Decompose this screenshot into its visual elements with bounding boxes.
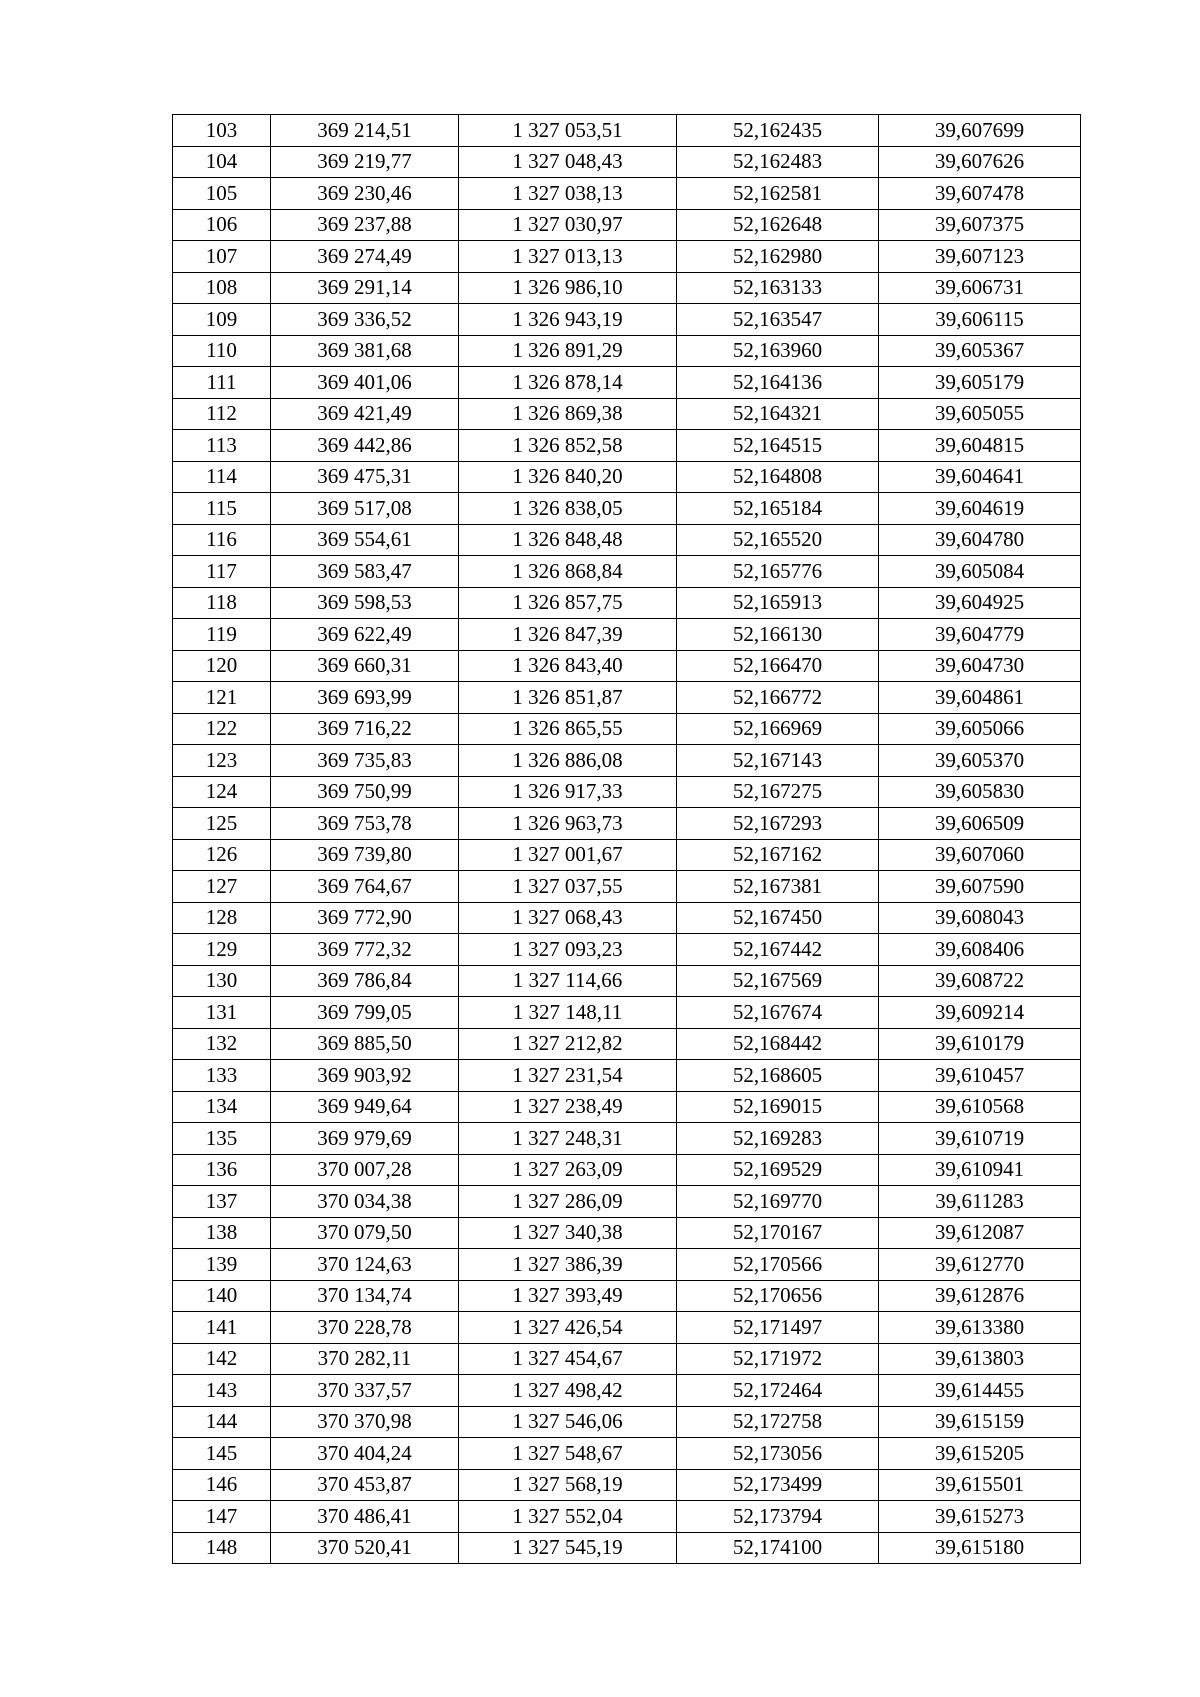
longitude-cell: 39,605370 [879,745,1081,777]
coordinates-table [172,114,1081,1564]
latitude-cell: 52,172758 [677,1406,879,1438]
longitude-cell: 39,608722 [879,965,1081,997]
longitude-cell: 39,605066 [879,713,1081,745]
y-coordinate-cell: 1 327 038,13 [459,178,677,210]
x-coordinate-cell: 370 228,78 [271,1312,459,1344]
x-coordinate-cell: 369 753,78 [271,808,459,840]
x-coordinate-cell: 369 693,99 [271,682,459,714]
table-row [173,146,1081,178]
table-row [173,745,1081,777]
point-number-cell: 132 [173,1028,271,1060]
latitude-cell: 52,165520 [677,524,879,556]
y-coordinate-cell: 1 327 545,19 [459,1532,677,1564]
point-number-cell: 127 [173,871,271,903]
x-coordinate-cell: 369 750,99 [271,776,459,808]
table-row [173,115,1081,147]
table-row [173,398,1081,430]
point-number-cell: 118 [173,587,271,619]
longitude-cell: 39,605367 [879,335,1081,367]
point-number-cell: 122 [173,713,271,745]
latitude-cell: 52,163547 [677,304,879,336]
latitude-cell: 52,164136 [677,367,879,399]
y-coordinate-cell: 1 327 248,31 [459,1123,677,1155]
table-row [173,1123,1081,1155]
latitude-cell: 52,165913 [677,587,879,619]
point-number-cell: 136 [173,1154,271,1186]
table-row [173,997,1081,1029]
x-coordinate-cell: 369 421,49 [271,398,459,430]
point-number-cell: 128 [173,902,271,934]
x-coordinate-cell: 370 453,87 [271,1469,459,1501]
x-coordinate-cell: 369 336,52 [271,304,459,336]
latitude-cell: 52,167162 [677,839,879,871]
x-coordinate-cell: 369 799,05 [271,997,459,1029]
longitude-cell: 39,604779 [879,619,1081,651]
x-coordinate-cell: 370 404,24 [271,1438,459,1470]
point-number-cell: 140 [173,1280,271,1312]
point-number-cell: 116 [173,524,271,556]
y-coordinate-cell: 1 327 548,67 [459,1438,677,1470]
table-row [173,1186,1081,1218]
point-number-cell: 108 [173,272,271,304]
table-row [173,1028,1081,1060]
latitude-cell: 52,167442 [677,934,879,966]
x-coordinate-cell: 369 622,49 [271,619,459,651]
point-number-cell: 121 [173,682,271,714]
table-row [173,430,1081,462]
point-number-cell: 144 [173,1406,271,1438]
x-coordinate-cell: 369 885,50 [271,1028,459,1060]
x-coordinate-cell: 370 007,28 [271,1154,459,1186]
latitude-cell: 52,163133 [677,272,879,304]
x-coordinate-cell: 369 716,22 [271,713,459,745]
longitude-cell: 39,611283 [879,1186,1081,1218]
table-row [173,241,1081,273]
point-number-cell: 130 [173,965,271,997]
longitude-cell: 39,605179 [879,367,1081,399]
point-number-cell: 114 [173,461,271,493]
table-row [173,1091,1081,1123]
x-coordinate-cell: 369 219,77 [271,146,459,178]
table-row [173,839,1081,871]
longitude-cell: 39,608406 [879,934,1081,966]
longitude-cell: 39,613380 [879,1312,1081,1344]
y-coordinate-cell: 1 326 986,10 [459,272,677,304]
point-number-cell: 139 [173,1249,271,1281]
latitude-cell: 52,173056 [677,1438,879,1470]
y-coordinate-cell: 1 327 263,09 [459,1154,677,1186]
x-coordinate-cell: 370 282,11 [271,1343,459,1375]
longitude-cell: 39,604861 [879,682,1081,714]
point-number-cell: 120 [173,650,271,682]
y-coordinate-cell: 1 327 498,42 [459,1375,677,1407]
y-coordinate-cell: 1 327 148,11 [459,997,677,1029]
y-coordinate-cell: 1 326 878,14 [459,367,677,399]
latitude-cell: 52,162435 [677,115,879,147]
latitude-cell: 52,162980 [677,241,879,273]
y-coordinate-cell: 1 327 340,38 [459,1217,677,1249]
y-coordinate-cell: 1 327 001,67 [459,839,677,871]
x-coordinate-cell: 369 381,68 [271,335,459,367]
x-coordinate-cell: 369 786,84 [271,965,459,997]
point-number-cell: 126 [173,839,271,871]
table-row [173,335,1081,367]
longitude-cell: 39,607590 [879,871,1081,903]
table-row [173,556,1081,588]
y-coordinate-cell: 1 327 386,39 [459,1249,677,1281]
point-number-cell: 143 [173,1375,271,1407]
longitude-cell: 39,610941 [879,1154,1081,1186]
longitude-cell: 39,608043 [879,902,1081,934]
latitude-cell: 52,167674 [677,997,879,1029]
x-coordinate-cell: 370 124,63 [271,1249,459,1281]
longitude-cell: 39,615159 [879,1406,1081,1438]
y-coordinate-cell: 1 326 886,08 [459,745,677,777]
table-row [173,1469,1081,1501]
latitude-cell: 52,162483 [677,146,879,178]
point-number-cell: 125 [173,808,271,840]
y-coordinate-cell: 1 326 847,39 [459,619,677,651]
latitude-cell: 52,171972 [677,1343,879,1375]
latitude-cell: 52,165776 [677,556,879,588]
latitude-cell: 52,164321 [677,398,879,430]
point-number-cell: 131 [173,997,271,1029]
point-number-cell: 113 [173,430,271,462]
table-row [173,1154,1081,1186]
latitude-cell: 52,169770 [677,1186,879,1218]
point-number-cell: 135 [173,1123,271,1155]
x-coordinate-cell: 369 772,32 [271,934,459,966]
y-coordinate-cell: 1 327 568,19 [459,1469,677,1501]
x-coordinate-cell: 369 442,86 [271,430,459,462]
latitude-cell: 52,171497 [677,1312,879,1344]
table-row [173,1532,1081,1564]
y-coordinate-cell: 1 327 037,55 [459,871,677,903]
x-coordinate-cell: 370 520,41 [271,1532,459,1564]
latitude-cell: 52,166969 [677,713,879,745]
longitude-cell: 39,612087 [879,1217,1081,1249]
y-coordinate-cell: 1 326 851,87 [459,682,677,714]
x-coordinate-cell: 370 079,50 [271,1217,459,1249]
y-coordinate-cell: 1 326 848,48 [459,524,677,556]
y-coordinate-cell: 1 326 868,84 [459,556,677,588]
point-number-cell: 129 [173,934,271,966]
longitude-cell: 39,615205 [879,1438,1081,1470]
longitude-cell: 39,610179 [879,1028,1081,1060]
longitude-cell: 39,605830 [879,776,1081,808]
y-coordinate-cell: 1 326 917,33 [459,776,677,808]
x-coordinate-cell: 369 949,64 [271,1091,459,1123]
x-coordinate-cell: 370 486,41 [271,1501,459,1533]
point-number-cell: 133 [173,1060,271,1092]
table-row [173,1501,1081,1533]
longitude-cell: 39,605055 [879,398,1081,430]
latitude-cell: 52,169529 [677,1154,879,1186]
y-coordinate-cell: 1 327 068,43 [459,902,677,934]
longitude-cell: 39,607626 [879,146,1081,178]
table-row [173,1280,1081,1312]
table-row [173,871,1081,903]
y-coordinate-cell: 1 327 030,97 [459,209,677,241]
longitude-cell: 39,610568 [879,1091,1081,1123]
latitude-cell: 52,169283 [677,1123,879,1155]
longitude-cell: 39,607123 [879,241,1081,273]
y-coordinate-cell: 1 326 838,05 [459,493,677,525]
table-row [173,209,1081,241]
y-coordinate-cell: 1 327 013,13 [459,241,677,273]
point-number-cell: 105 [173,178,271,210]
y-coordinate-cell: 1 326 840,20 [459,461,677,493]
y-coordinate-cell: 1 327 454,67 [459,1343,677,1375]
point-number-cell: 104 [173,146,271,178]
y-coordinate-cell: 1 327 048,43 [459,146,677,178]
longitude-cell: 39,606731 [879,272,1081,304]
point-number-cell: 145 [173,1438,271,1470]
table-row [173,650,1081,682]
longitude-cell: 39,612876 [879,1280,1081,1312]
latitude-cell: 52,164808 [677,461,879,493]
y-coordinate-cell: 1 327 114,66 [459,965,677,997]
latitude-cell: 52,169015 [677,1091,879,1123]
table-row [173,304,1081,336]
point-number-cell: 103 [173,115,271,147]
longitude-cell: 39,604780 [879,524,1081,556]
point-number-cell: 148 [173,1532,271,1564]
x-coordinate-cell: 370 034,38 [271,1186,459,1218]
table-row [173,1406,1081,1438]
latitude-cell: 52,165184 [677,493,879,525]
point-number-cell: 141 [173,1312,271,1344]
x-coordinate-cell: 369 979,69 [271,1123,459,1155]
point-number-cell: 138 [173,1217,271,1249]
latitude-cell: 52,173499 [677,1469,879,1501]
longitude-cell: 39,604619 [879,493,1081,525]
longitude-cell: 39,606509 [879,808,1081,840]
point-number-cell: 146 [173,1469,271,1501]
point-number-cell: 137 [173,1186,271,1218]
table-row [173,808,1081,840]
y-coordinate-cell: 1 327 231,54 [459,1060,677,1092]
table-row [173,1060,1081,1092]
x-coordinate-cell: 369 554,61 [271,524,459,556]
longitude-cell: 39,604815 [879,430,1081,462]
x-coordinate-cell: 369 401,06 [271,367,459,399]
latitude-cell: 52,174100 [677,1532,879,1564]
longitude-cell: 39,610719 [879,1123,1081,1155]
latitude-cell: 52,167143 [677,745,879,777]
x-coordinate-cell: 369 517,08 [271,493,459,525]
table-row [173,367,1081,399]
point-number-cell: 119 [173,619,271,651]
latitude-cell: 52,166772 [677,682,879,714]
point-number-cell: 124 [173,776,271,808]
table-row [173,682,1081,714]
point-number-cell: 115 [173,493,271,525]
latitude-cell: 52,162648 [677,209,879,241]
coordinates-table-body [173,115,1081,1564]
x-coordinate-cell: 370 134,74 [271,1280,459,1312]
point-number-cell: 109 [173,304,271,336]
point-number-cell: 147 [173,1501,271,1533]
table-row [173,1249,1081,1281]
point-number-cell: 134 [173,1091,271,1123]
x-coordinate-cell: 369 739,80 [271,839,459,871]
longitude-cell: 39,604641 [879,461,1081,493]
longitude-cell: 39,604730 [879,650,1081,682]
table-row [173,272,1081,304]
y-coordinate-cell: 1 326 852,58 [459,430,677,462]
y-coordinate-cell: 1 326 843,40 [459,650,677,682]
y-coordinate-cell: 1 327 053,51 [459,115,677,147]
longitude-cell: 39,614455 [879,1375,1081,1407]
table-row [173,713,1081,745]
y-coordinate-cell: 1 327 212,82 [459,1028,677,1060]
latitude-cell: 52,166130 [677,619,879,651]
point-number-cell: 112 [173,398,271,430]
table-row [173,524,1081,556]
y-coordinate-cell: 1 327 286,09 [459,1186,677,1218]
y-coordinate-cell: 1 326 943,19 [459,304,677,336]
latitude-cell: 52,164515 [677,430,879,462]
x-coordinate-cell: 369 764,67 [271,871,459,903]
x-coordinate-cell: 369 772,90 [271,902,459,934]
x-coordinate-cell: 369 237,88 [271,209,459,241]
latitude-cell: 52,167450 [677,902,879,934]
longitude-cell: 39,604925 [879,587,1081,619]
latitude-cell: 52,167569 [677,965,879,997]
longitude-cell: 39,607478 [879,178,1081,210]
latitude-cell: 52,167381 [677,871,879,903]
latitude-cell: 52,170167 [677,1217,879,1249]
x-coordinate-cell: 369 598,53 [271,587,459,619]
latitude-cell: 52,168605 [677,1060,879,1092]
y-coordinate-cell: 1 327 238,49 [459,1091,677,1123]
table-row [173,1312,1081,1344]
table-row [173,965,1081,997]
longitude-cell: 39,615501 [879,1469,1081,1501]
table-row [173,461,1081,493]
x-coordinate-cell: 369 214,51 [271,115,459,147]
table-row [173,619,1081,651]
longitude-cell: 39,610457 [879,1060,1081,1092]
longitude-cell: 39,605084 [879,556,1081,588]
point-number-cell: 106 [173,209,271,241]
longitude-cell: 39,609214 [879,997,1081,1029]
latitude-cell: 52,173794 [677,1501,879,1533]
table-row [173,587,1081,619]
latitude-cell: 52,172464 [677,1375,879,1407]
x-coordinate-cell: 370 337,57 [271,1375,459,1407]
x-coordinate-cell: 369 291,14 [271,272,459,304]
table-row [173,1343,1081,1375]
longitude-cell: 39,607060 [879,839,1081,871]
longitude-cell: 39,613803 [879,1343,1081,1375]
latitude-cell: 52,167293 [677,808,879,840]
x-coordinate-cell: 369 583,47 [271,556,459,588]
latitude-cell: 52,166470 [677,650,879,682]
table-row [173,493,1081,525]
x-coordinate-cell: 370 370,98 [271,1406,459,1438]
y-coordinate-cell: 1 326 857,75 [459,587,677,619]
table-row [173,934,1081,966]
latitude-cell: 52,170656 [677,1280,879,1312]
point-number-cell: 142 [173,1343,271,1375]
y-coordinate-cell: 1 327 426,54 [459,1312,677,1344]
longitude-cell: 39,615180 [879,1532,1081,1564]
point-number-cell: 111 [173,367,271,399]
latitude-cell: 52,168442 [677,1028,879,1060]
point-number-cell: 107 [173,241,271,273]
longitude-cell: 39,606115 [879,304,1081,336]
point-number-cell: 123 [173,745,271,777]
y-coordinate-cell: 1 327 546,06 [459,1406,677,1438]
y-coordinate-cell: 1 326 869,38 [459,398,677,430]
y-coordinate-cell: 1 327 393,49 [459,1280,677,1312]
y-coordinate-cell: 1 327 093,23 [459,934,677,966]
table-row [173,776,1081,808]
x-coordinate-cell: 369 230,46 [271,178,459,210]
longitude-cell: 39,612770 [879,1249,1081,1281]
table-row [173,902,1081,934]
y-coordinate-cell: 1 327 552,04 [459,1501,677,1533]
x-coordinate-cell: 369 735,83 [271,745,459,777]
table-row [173,1217,1081,1249]
latitude-cell: 52,162581 [677,178,879,210]
x-coordinate-cell: 369 274,49 [271,241,459,273]
x-coordinate-cell: 369 903,92 [271,1060,459,1092]
table-row [173,1438,1081,1470]
y-coordinate-cell: 1 326 891,29 [459,335,677,367]
y-coordinate-cell: 1 326 865,55 [459,713,677,745]
longitude-cell: 39,607375 [879,209,1081,241]
table-row [173,1375,1081,1407]
latitude-cell: 52,170566 [677,1249,879,1281]
y-coordinate-cell: 1 326 963,73 [459,808,677,840]
longitude-cell: 39,607699 [879,115,1081,147]
latitude-cell: 52,167275 [677,776,879,808]
x-coordinate-cell: 369 660,31 [271,650,459,682]
x-coordinate-cell: 369 475,31 [271,461,459,493]
point-number-cell: 117 [173,556,271,588]
latitude-cell: 52,163960 [677,335,879,367]
point-number-cell: 110 [173,335,271,367]
table-row [173,178,1081,210]
longitude-cell: 39,615273 [879,1501,1081,1533]
